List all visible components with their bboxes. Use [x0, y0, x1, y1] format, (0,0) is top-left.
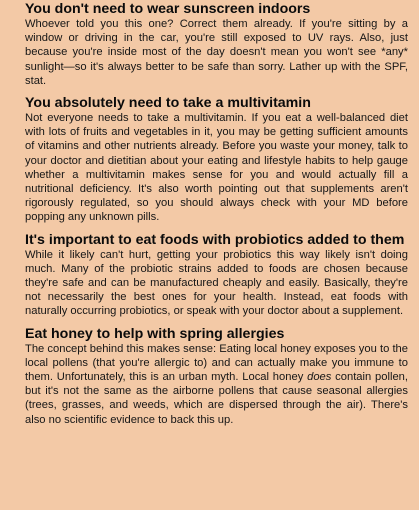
- section-heading: You absolutely need to take a multivitamin: [25, 95, 311, 112]
- section-body-end: contain pollen, but it's not the same as the airborne pollens that cause seasonal allergies (trees, grasses, and weeds, which are dispersed through the air). There's also no scientific evidence to back this up.: [25, 371, 408, 426]
- section-body: Whoever told you this one? Correct them already. If you're sitting by a window or driving in the car, you're still exposed to UV rays. Also, just because you're inside most of the day doesn't mean you won't see *any* sunlight—so it's always better to be safe than sorry. Lather up with the SPF, stat.: [25, 18, 408, 87]
- section-body: [25, 342, 408, 427]
- section-body-emphasis: does: [307, 371, 332, 384]
- section-multivitamin: [25, 94, 408, 225]
- section-heading: Eat honey to help with spring allergies: [25, 325, 285, 342]
- section-body-start: The concept behind this makes sense: Eating local honey exposes you to the local pollens (that you're allergic to) and can actually make you immune to them. Unfortunately, this is an urban myth. Local honey: [25, 342, 408, 384]
- section-body: While it likely can't hurt, getting your probiotics this way likely isn't doing much. Many of the probiotic strains added to foods are chosen because they're safe and can be manufactured cheaply and easily. Basically, they're not necessarily the best ones for your health. Instead, eat foods with naturally occurring probiotics, or speak with your doctor about a supplement.: [25, 248, 408, 318]
- section-heading: It's important to eat foods with probiotics added to them: [25, 231, 405, 248]
- section-heading: You don't need to wear sunscreen indoors: [25, 1, 311, 17]
- section-sunscreen: [25, 0, 408, 88]
- section-probiotics: [25, 231, 408, 319]
- section-honey: [25, 325, 408, 427]
- section-body: Not everyone needs to take a multivitamin. If you eat a well-balanced diet with lots of fruits and vegetables in it, you may be getting sufficient amounts of vitamins and other nutrients already. Before you waste your money, talk to your doctor and dietitian about your eating and lifestyle habits to help gauge whether a multivitamin makes sense for you and would actually fill a nutritional deficiency. It's also worth pointing out that supplements aren't rigorously regulated, so you should always check with your MD before popping any unknown pills.: [25, 112, 408, 224]
